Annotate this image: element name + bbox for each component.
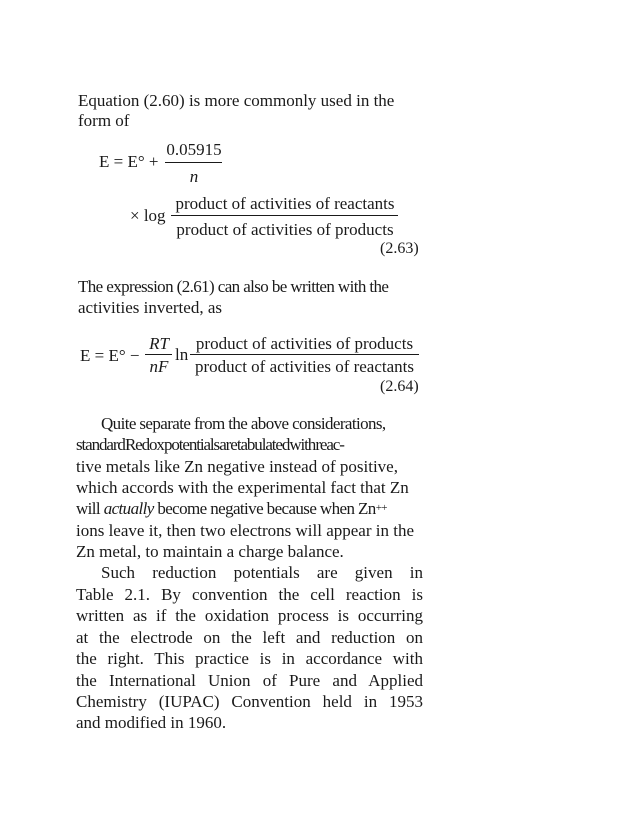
- eq264-rt-denominator: nF: [149, 357, 169, 376]
- eq264-number: (2.64): [380, 378, 419, 395]
- para1-line-1: Quite separate from the above considerations,: [101, 414, 386, 433]
- eq263-denominator: n: [189, 167, 199, 186]
- para1-line-4: which accords with the experimental fact that Zn: [76, 478, 409, 497]
- mid-line-1: The expression (2.61) can also be written with the: [78, 277, 389, 296]
- eq263-log-denominator: product of activities of products: [176, 220, 394, 239]
- para2-line-1: Such reduction potentials are given in: [101, 563, 423, 582]
- eq264-ln-numerator: product of activities of products: [195, 334, 414, 353]
- eq264-ln-fraction-bar: [190, 354, 419, 355]
- eq263-log-numerator: product of activities of reactants: [175, 194, 395, 213]
- para2-line-7: Chemistry (IUPAC) Convention held in 1953: [76, 692, 423, 711]
- para1-line-5-sup: ++: [375, 502, 387, 514]
- eq263-log-fraction-bar: [171, 215, 398, 216]
- para1-line-7: Zn metal, to maintain a charge balance.: [76, 542, 344, 561]
- eq264-rt-numerator: RT: [149, 334, 169, 353]
- para2-line-5: the right. This practice is in accordance with: [76, 649, 423, 668]
- eq263-number: (2.63): [380, 240, 419, 257]
- mid-line-2: activities inverted, as: [78, 298, 222, 317]
- para2-line-2: Table 2.1. By convention the cell reaction is: [76, 585, 423, 604]
- para1-line-5-b: become negative because when Zn: [157, 499, 376, 518]
- para2-line-3: written as if the oxidation process is occurring: [76, 606, 423, 625]
- eq263-fraction-bar: [165, 162, 222, 163]
- eq264-ln-denominator: product of activities of reactants: [194, 357, 415, 376]
- para1-line-2: standard Redox potentials are tabulated with reac-: [76, 435, 344, 454]
- eq264-lhs: E = E° −: [80, 346, 140, 365]
- eq263-numerator: 0.05915: [166, 140, 222, 159]
- eq264-rt-fraction-bar: [145, 354, 172, 355]
- para2-line-8: and modified in 1960.: [76, 713, 227, 732]
- eq264-ln: ln: [175, 345, 189, 364]
- para1-line-6: ions leave it, then two electrons will appear in the: [76, 521, 415, 540]
- eq263-lhs: E = E° +: [99, 152, 159, 171]
- para1-line-5: [76, 498, 387, 522]
- para1-line-3: tive metals like Zn negative instead of positive,: [76, 457, 398, 476]
- para1-line-5-a: will: [76, 499, 101, 518]
- intro-line-2: form of: [78, 111, 130, 130]
- para2-line-4: at the electrode on the left and reduction on: [76, 628, 423, 647]
- para2-line-6: the International Union of Pure and Applied: [76, 671, 423, 690]
- intro-line-1: Equation (2.60) is more commonly used in the: [78, 91, 395, 110]
- para1-line-5-italic: actually: [103, 499, 154, 518]
- eq263-times-log: × log: [130, 206, 166, 225]
